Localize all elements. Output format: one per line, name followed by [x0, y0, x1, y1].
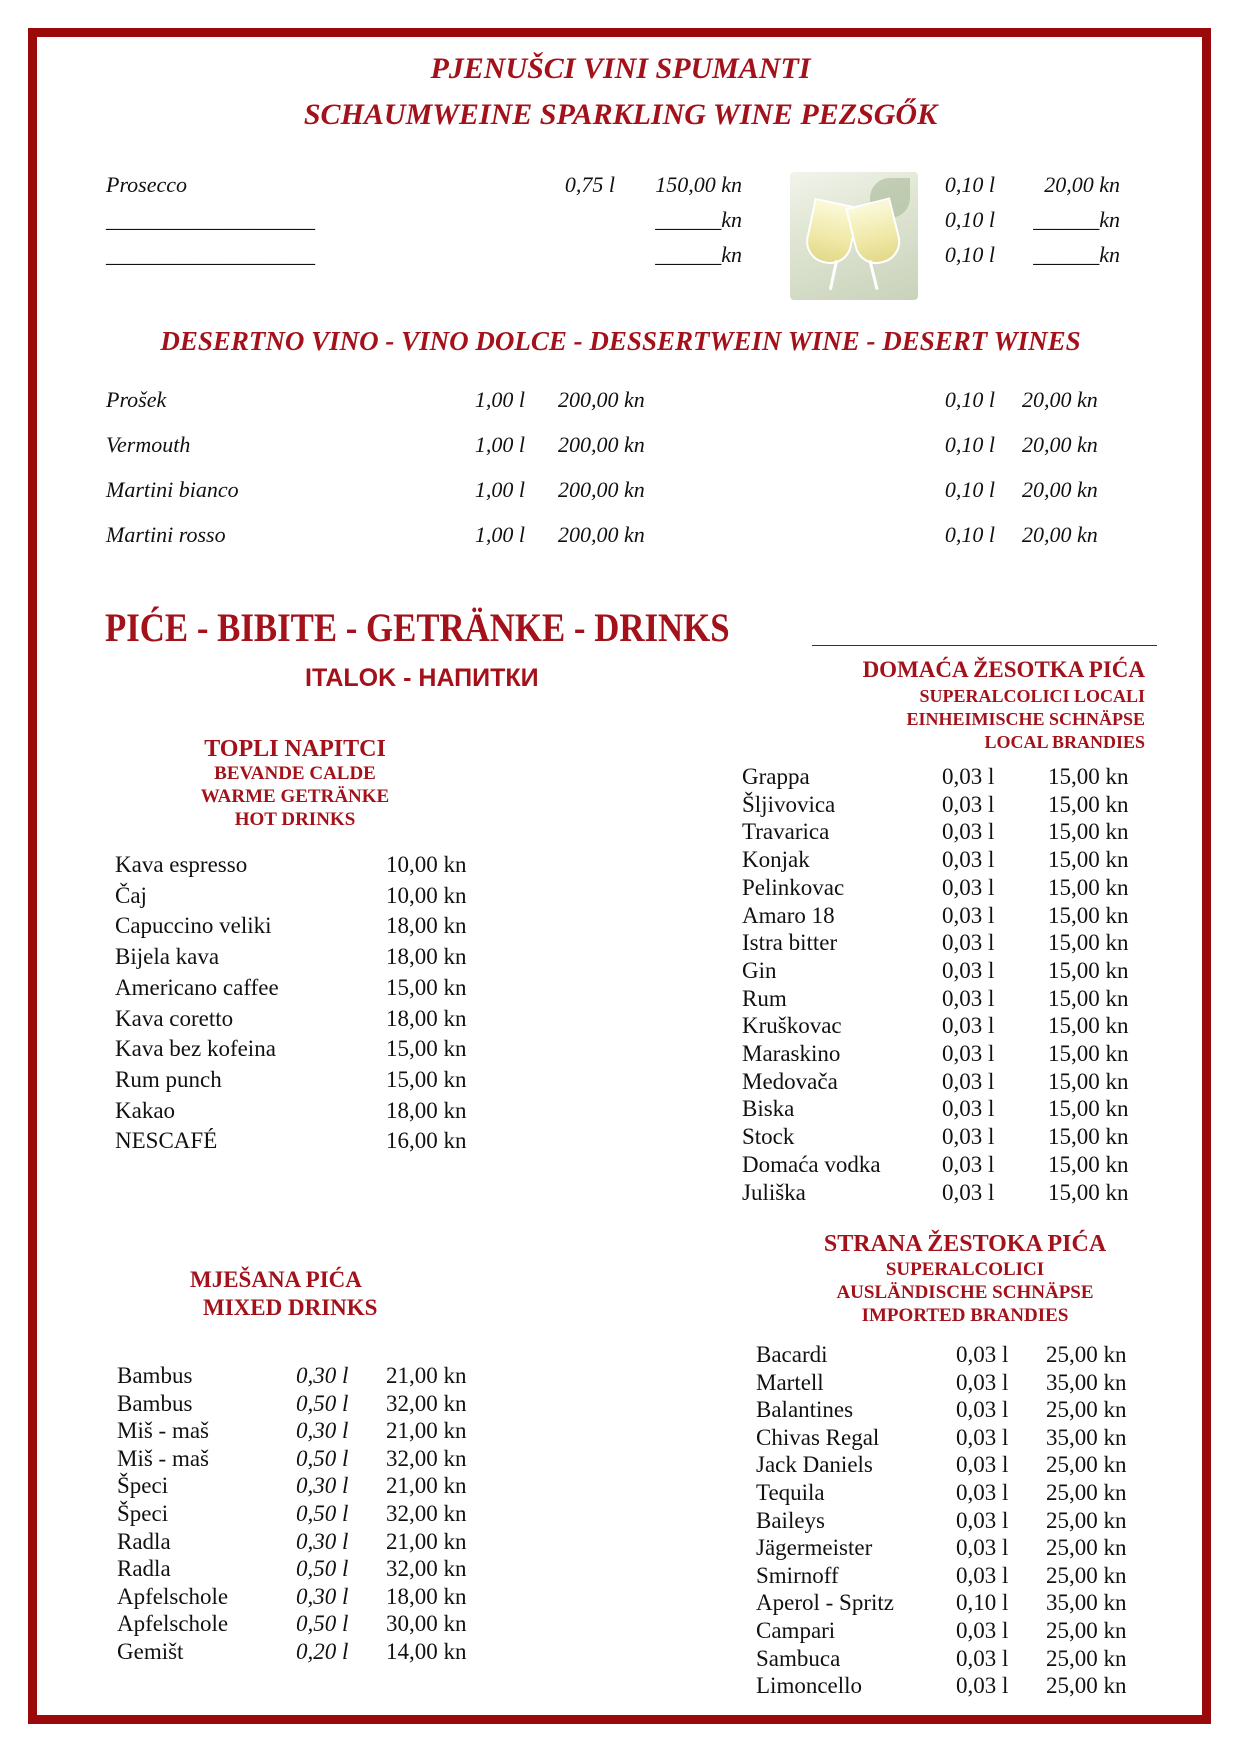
item-volume: 0,03 l: [956, 1673, 1009, 1699]
item-price: 15,00 kn: [1048, 957, 1129, 983]
item-price: 15,00 kn: [1048, 930, 1129, 956]
item-name: Medovača: [742, 1068, 838, 1094]
glass-price: 20,00 kn: [1044, 172, 1120, 197]
item-name: Bambus: [117, 1390, 193, 1416]
item-name: Chivas Regal: [756, 1424, 880, 1450]
item-price: 15,00 kn: [1048, 874, 1129, 900]
item-price: 25,00 kn: [1046, 1535, 1127, 1561]
item-name: Kakao: [115, 1097, 176, 1123]
item-volume: 0,50 l: [296, 1556, 349, 1582]
item-name: Martell: [756, 1369, 824, 1395]
item-name: Travarica: [742, 819, 830, 845]
bottle-volume: 0,75 l: [564, 172, 615, 197]
item-volume: 0,30 l: [296, 1528, 349, 1554]
item-price: 15,00 kn: [386, 1066, 467, 1092]
item-volume: 0,03 l: [956, 1645, 1009, 1671]
bottle-price: 150,00 kn: [655, 172, 742, 197]
item-name: Jack Daniels: [756, 1452, 873, 1478]
item-volume: 0,50 l: [296, 1445, 349, 1471]
sparkling-title-line2: SCHAUMWEINE SPARKLING WINE PEZSGŐK: [303, 98, 938, 131]
item-name: Kruškovac: [742, 1013, 842, 1039]
item-volume: 0,03 l: [956, 1342, 1009, 1367]
item-volume: 0,03 l: [956, 1369, 1009, 1395]
item-volume: 0,03 l: [942, 764, 995, 789]
bottle-price: 200,00 kn: [558, 477, 645, 502]
item-name: Limoncello: [756, 1673, 863, 1699]
list-item: [0, 477, 1241, 511]
item-price: 10,00 kn: [386, 882, 467, 908]
item-price: 15,00 kn: [1048, 847, 1129, 873]
item-volume: 0,30 l: [296, 1418, 349, 1444]
item-price: 15,00 kn: [1048, 1151, 1129, 1177]
item-name: Gemišt: [117, 1639, 184, 1664]
item-price: 25,00 kn: [1046, 1452, 1127, 1478]
item-price: 25,00 kn: [1046, 1397, 1127, 1423]
glass-price: 20,00 kn: [1022, 522, 1098, 547]
bottle-price: 200,00 kn: [558, 522, 645, 547]
item-name: Rum punch: [115, 1066, 222, 1092]
item-volume: 0,50 l: [296, 1611, 349, 1637]
item-name: Špeci: [117, 1473, 169, 1499]
item-price: 15,00 kn: [386, 1036, 467, 1062]
item-volume: 0,03 l: [942, 847, 995, 873]
list-item: [0, 1673, 1241, 1707]
item-name: Stock: [742, 1124, 795, 1150]
item-volume: 0,03 l: [942, 985, 995, 1011]
mixed-head2: MIXED DRINKS: [203, 1295, 378, 1320]
sparkling-title-line1: PJENUŠCI VINI SPUMANTI: [430, 52, 811, 85]
item-volume: 0,20 l: [296, 1639, 349, 1664]
imported-head2: SUPERALCOLICI: [885, 1259, 1045, 1280]
item-price: 15,00 kn: [1048, 1013, 1129, 1039]
dessert-title: DESERTNO VINO - VINO DOLCE - DESSERTWEIN WINE - DESERT WINES: [160, 326, 1081, 356]
item-volume: 0,03 l: [956, 1507, 1009, 1533]
list-item: [0, 1180, 1241, 1214]
glass-volume: 0,10 l: [944, 432, 995, 457]
item-name: Prošek: [106, 387, 167, 412]
item-name: NESCAFÉ: [115, 1128, 218, 1154]
item-name: ___________________: [106, 207, 315, 232]
item-price: 15,00 kn: [1048, 902, 1129, 928]
bottle-volume: 1,00 l: [474, 432, 525, 457]
glass-price: 20,00 kn: [1022, 477, 1098, 502]
item-price: 15,00 kn: [1048, 819, 1129, 845]
item-volume: 0,03 l: [956, 1452, 1009, 1478]
item-volume: 0,03 l: [942, 1124, 995, 1150]
bottle-price: ______kn: [655, 242, 742, 267]
list-item: [0, 242, 1241, 276]
item-price: 18,00 kn: [386, 1583, 467, 1609]
imported-head4: IMPORTED BRANDIES: [861, 1305, 1069, 1326]
glass-volume: 0,10 l: [944, 477, 995, 502]
item-price: 21,00 kn: [386, 1528, 467, 1554]
bottle-volume: 1,00 l: [474, 387, 525, 412]
item-volume: 0,03 l: [942, 930, 995, 956]
item-price: 25,00 kn: [1046, 1480, 1127, 1505]
item-name: Balantines: [756, 1397, 854, 1423]
bottle-price: 200,00 kn: [558, 387, 645, 412]
item-volume: 0,03 l: [942, 902, 995, 928]
item-volume: 0,30 l: [296, 1583, 349, 1609]
list-item: [0, 432, 1241, 466]
item-name: Baileys: [756, 1507, 825, 1533]
item-price: 15,00 kn: [386, 974, 467, 1000]
item-price: 32,00 kn: [386, 1501, 467, 1526]
list-item: [0, 172, 1241, 206]
mixed-head1: MJEŠANA PIĆA: [190, 1267, 362, 1292]
glass-volume: 0,10 l: [944, 387, 995, 412]
list-item: [0, 387, 1241, 421]
item-name: Americano caffee: [115, 974, 279, 1000]
local-head3: EINHEIMISCHE SCHNÄPSE: [906, 709, 1145, 729]
item-name: Čaj: [115, 882, 147, 908]
item-price: 35,00 kn: [1046, 1590, 1127, 1616]
item-name: Šljivovica: [742, 791, 836, 817]
bottle-volume: 1,00 l: [474, 477, 525, 502]
item-price: 15,00 kn: [1048, 985, 1129, 1011]
item-volume: 0,03 l: [956, 1618, 1009, 1643]
item-price: 18,00 kn: [386, 944, 467, 970]
item-price: 18,00 kn: [386, 1097, 467, 1123]
glass-volume: 0,10 l: [944, 522, 995, 547]
item-name: Bambus: [117, 1363, 193, 1388]
glass-volume: 0,10 l: [944, 172, 995, 197]
item-price: 25,00 kn: [1046, 1645, 1127, 1671]
item-price: 21,00 kn: [386, 1473, 467, 1499]
hot-head2: BEVANDE CALDE: [214, 763, 376, 784]
item-name: Kava espresso: [115, 852, 248, 877]
item-name: Martini bianco: [106, 477, 239, 502]
item-volume: 0,03 l: [956, 1424, 1009, 1450]
item-name: Maraskino: [742, 1041, 841, 1066]
item-price: 35,00 kn: [1046, 1369, 1127, 1395]
item-price: 18,00 kn: [386, 913, 467, 939]
drinks-subtitle: ITALOK - НАПИТКИ: [305, 664, 539, 692]
item-volume: 0,03 l: [942, 957, 995, 983]
hot-head1: TOPLI NAPITCI: [204, 736, 386, 762]
item-price: 10,00 kn: [386, 852, 467, 877]
item-volume: 0,50 l: [296, 1501, 349, 1526]
item-name: Gin: [742, 957, 777, 983]
item-price: 30,00 kn: [386, 1611, 467, 1637]
item-name: ___________________: [106, 242, 315, 267]
item-name: Radla: [117, 1556, 171, 1582]
glass-price: 20,00 kn: [1022, 387, 1098, 412]
item-volume: 0,30 l: [296, 1473, 349, 1499]
glass-price: ______kn: [1033, 207, 1120, 232]
item-volume: 0,03 l: [956, 1397, 1009, 1423]
item-name: Grappa: [742, 764, 810, 789]
item-price: 14,00 kn: [386, 1639, 467, 1664]
item-price: 21,00 kn: [386, 1418, 467, 1444]
item-name: Špeci: [117, 1501, 169, 1526]
item-volume: 0,03 l: [942, 819, 995, 845]
item-name: Campari: [756, 1618, 836, 1643]
item-volume: 0,03 l: [942, 1096, 995, 1122]
bottle-volume: 1,00 l: [474, 522, 525, 547]
bottle-price: ______kn: [655, 207, 742, 232]
item-price: 15,00 kn: [1048, 1096, 1129, 1122]
hot-head4: HOT DRINKS: [234, 809, 356, 830]
item-name: Prosecco: [106, 172, 188, 197]
item-volume: 0,03 l: [942, 1041, 995, 1066]
item-name: Amaro 18: [742, 902, 835, 928]
item-name: Konjak: [742, 847, 810, 873]
item-name: Apfelschole: [117, 1611, 229, 1637]
item-price: 15,00 kn: [1048, 1124, 1129, 1150]
item-name: Capuccino veliki: [115, 913, 272, 939]
item-volume: 0,03 l: [942, 1013, 995, 1039]
item-price: 18,00 kn: [386, 1005, 467, 1031]
item-volume: 0,03 l: [942, 1179, 995, 1205]
item-volume: 0,03 l: [956, 1535, 1009, 1561]
item-name: Bijela kava: [115, 944, 220, 970]
item-price: 21,00 kn: [386, 1363, 467, 1388]
item-name: Radla: [117, 1528, 171, 1554]
item-volume: 0,03 l: [956, 1480, 1009, 1505]
item-name: Rum: [742, 985, 787, 1011]
item-name: Pelinkovac: [742, 874, 845, 900]
glass-price: 20,00 kn: [1022, 432, 1098, 457]
item-name: Vermouth: [106, 432, 191, 457]
item-volume: 0,03 l: [942, 1151, 995, 1177]
item-name: Domaća vodka: [742, 1151, 881, 1177]
glass-volume: 0,10 l: [944, 242, 995, 267]
item-name: Istra bitter: [742, 930, 838, 956]
item-volume: 0,50 l: [296, 1390, 349, 1416]
item-price: 25,00 kn: [1046, 1562, 1127, 1588]
local-head4: LOCAL BRANDIES: [984, 732, 1145, 752]
item-name: Miš - maš: [117, 1445, 209, 1471]
item-price: 25,00 kn: [1046, 1673, 1127, 1699]
bottle-price: 200,00 kn: [558, 432, 645, 457]
item-price: 15,00 kn: [1048, 1041, 1129, 1066]
item-price: 25,00 kn: [1046, 1618, 1127, 1643]
item-name: Sambuca: [756, 1645, 841, 1671]
local-head1: DOMAĆA ŽESOTKA PIĆA: [862, 657, 1145, 682]
imported-head1: STRANA ŽESTOKA PIĆA: [823, 1231, 1107, 1257]
item-name: Tequila: [756, 1480, 825, 1505]
item-name: Kava coretto: [115, 1005, 234, 1031]
item-volume: 0,03 l: [942, 1068, 995, 1094]
drinks-title: PIĆE - BIBITE - GETRÄNKE - DRINKS: [105, 605, 730, 650]
item-name: Juliška: [742, 1179, 806, 1205]
item-name: Bacardi: [756, 1342, 828, 1367]
item-name: Biska: [742, 1096, 795, 1122]
hot-head3: WARME GETRÄNKE: [200, 786, 390, 807]
item-price: 16,00 kn: [386, 1128, 467, 1154]
item-name: Smirnoff: [756, 1562, 839, 1588]
item-price: 32,00 kn: [386, 1445, 467, 1471]
item-volume: 0,03 l: [942, 791, 995, 817]
item-name: Aperol - Spritz: [756, 1590, 894, 1616]
imported-head3: AUSLÄNDISCHE SCHNÄPSE: [836, 1282, 1094, 1303]
item-volume: 0,03 l: [956, 1562, 1009, 1588]
item-price: 25,00 kn: [1046, 1507, 1127, 1533]
item-price: 25,00 kn: [1046, 1342, 1127, 1367]
item-price: 32,00 kn: [386, 1556, 467, 1582]
local-head2: SUPERALCOLICI LOCALI: [919, 686, 1145, 706]
item-volume: 0,30 l: [296, 1363, 349, 1388]
glass-volume: 0,10 l: [944, 207, 995, 232]
item-price: 15,00 kn: [1048, 764, 1129, 789]
item-volume: 0,03 l: [942, 874, 995, 900]
item-price: 15,00 kn: [1048, 1068, 1129, 1094]
drinks-title-rule: [812, 645, 1157, 646]
item-name: Apfelschole: [117, 1583, 229, 1609]
item-name: Miš - maš: [117, 1418, 209, 1444]
item-price: 15,00 kn: [1048, 1179, 1129, 1205]
item-price: 15,00 kn: [1048, 791, 1129, 817]
list-item: [0, 522, 1241, 556]
glass-price: ______kn: [1033, 242, 1120, 267]
item-price: 32,00 kn: [386, 1390, 467, 1416]
item-name: Martini rosso: [106, 522, 226, 547]
item-name: Jägermeister: [756, 1535, 873, 1561]
item-volume: 0,10 l: [956, 1590, 1009, 1616]
list-item: [0, 207, 1241, 241]
item-price: 35,00 kn: [1046, 1424, 1127, 1450]
item-name: Kava bez kofeina: [115, 1036, 276, 1062]
